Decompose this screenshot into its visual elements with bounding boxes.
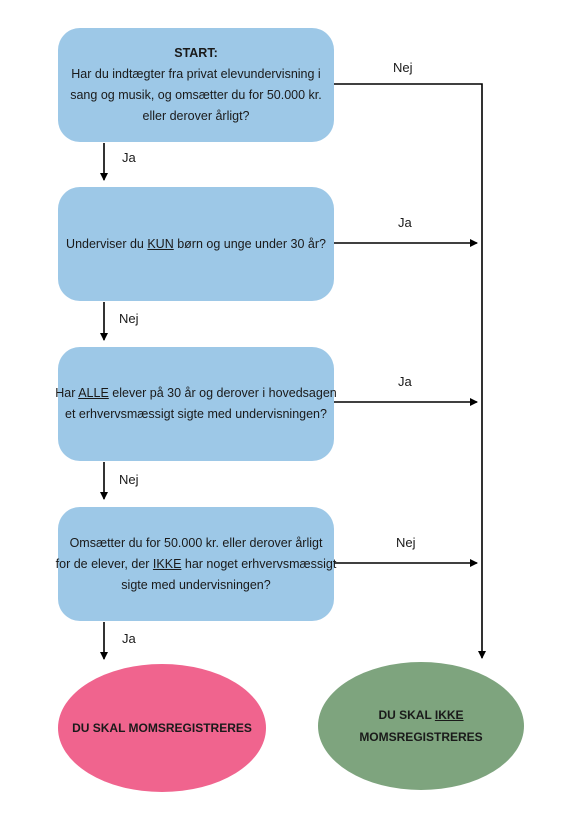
label-q2-nej: Nej: [119, 311, 139, 326]
result-register-text: DU SKAL MOMSREGISTRERES: [72, 721, 252, 735]
start-line-2: sang og musik, og omsætter du for 50.000 kr.: [70, 88, 322, 102]
question-3-box: [55, 347, 337, 461]
result-no-register-ellipse: [318, 662, 524, 790]
result-no-register-line-2: MOMSREGISTRERES: [359, 730, 483, 744]
start-line-1: Har du indtægter fra privat elevundervisning i: [71, 67, 321, 81]
question-2-box: [58, 187, 334, 301]
label-q4-nej: Nej: [396, 535, 416, 550]
start-line-3: eller derover årligt?: [142, 109, 250, 123]
label-q3-nej: Nej: [119, 472, 139, 487]
label-q3-ja: Ja: [398, 374, 412, 389]
question-3-line-1: Har ALLE elever på 30 år og derover i hovedsagen: [55, 386, 337, 400]
question-3-line-2: et erhvervsmæssigt sigte med undervisningen?: [65, 407, 327, 421]
label-start-nej: Nej: [393, 60, 413, 75]
question-4-line-1: Omsætter du for 50.000 kr. eller derover årligt: [69, 535, 323, 550]
result-register-ellipse: [58, 664, 266, 792]
result-no-register-line-1: DU SKAL IKKE: [378, 708, 464, 722]
question-4-line-3: sigte med undervisningen?: [121, 577, 271, 592]
question-4-box: [55, 507, 337, 621]
start-to-no-register-line: [334, 84, 482, 658]
label-start-ja: Ja: [122, 150, 136, 165]
question-2-text: Underviser du KUN børn og unge under 30 år?: [66, 236, 326, 251]
start-title: START:: [174, 46, 218, 60]
label-q2-ja: Ja: [398, 215, 412, 230]
question-4-line-2: for de elever, der IKKE har noget erhvervsmæssigt: [55, 556, 337, 571]
label-q4-ja: Ja: [122, 631, 136, 646]
start-box: [58, 28, 334, 142]
